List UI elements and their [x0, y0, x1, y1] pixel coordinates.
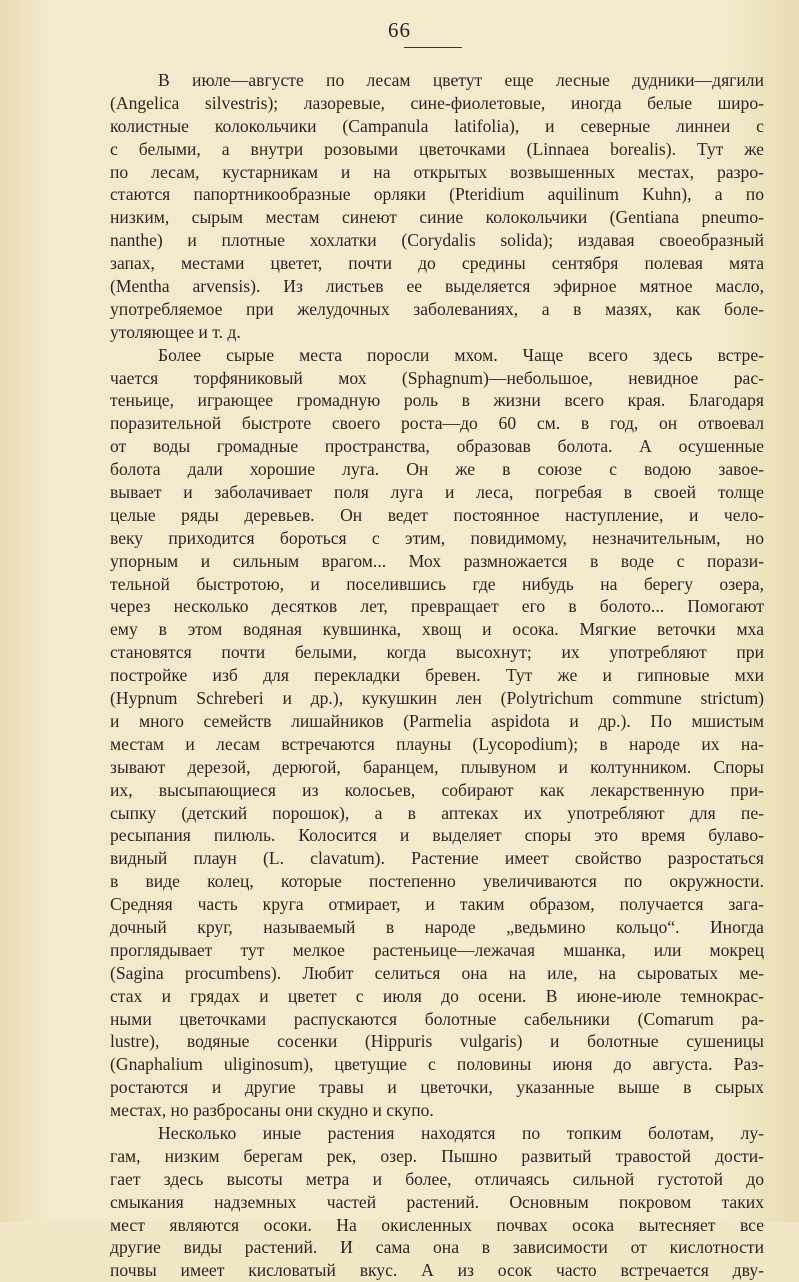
text-line: Средняя часть круга отмирает, и таким образом, получается зага- [110, 894, 764, 915]
text-line: веку приходится бороться с этим, повидимому, незначительным, но [110, 527, 764, 548]
text-line: (Mentha arvensis). Из листьев ее выделяется эфирное мятное масло, [110, 276, 764, 297]
text-line: от воды громадные пространства, образовав болота. А осушенные [110, 436, 764, 457]
text-line: другие виды растений. И сама она в зависимости от кислотности [110, 1237, 764, 1258]
text-line: употребляемое при желудочных заболеваниях, а в мазях, как боле- [110, 298, 764, 319]
body-text [110, 69, 764, 1282]
text-line: смыкания надземных частей растений. Основным покровом таких [110, 1191, 764, 1212]
text-line: (Angelica silvestris); лазоревые, сине-фиолетовые, иногда белые широ- [110, 92, 764, 113]
text-line: чается торфяниковый мох (Sphagnum)—небольшое, невидное рас- [110, 367, 764, 388]
text-line: почвы имеет кисловатый вкус. А из осок часто встречается дву- [110, 1260, 764, 1281]
text-line: сыпку (детский порошок), а в аптеках их употребляют для пе- [110, 802, 764, 823]
text-line: целые ряды деревьев. Он ведет постоянное наступление, и чело- [110, 504, 764, 525]
text-line: (Gnaphalium uliginosum), цветущие с половины июня до августа. Раз- [110, 1054, 764, 1075]
text-line: Более сырые места поросли мхом. Чаще всего здесь встре- [158, 344, 764, 365]
text-line: в виде колец, которые постепенно увеличиваются по окружности. [110, 871, 764, 892]
text-line: постройке изб для перекладки бревен. Тут же и гипновые мхи [110, 665, 764, 686]
text-line: тельной быстротою, и поселившись где нибудь на берегу озера, [110, 573, 764, 594]
text-line: В июле—августе по лесам цветут еще лесные дудники—дягили [158, 70, 764, 90]
text-line: мест являются осоки. На окисленных почвах осока вытесняет все [110, 1214, 764, 1235]
text-line: теньице, играющее громадную роль в жизни всего края. Благодаря [110, 390, 764, 411]
text-line: их, высыпающиеся из колосьев, собирают как лекарственную при- [110, 779, 764, 800]
text-line: с белыми, а внутри розовыми цветочками (Linnaea borealis). Тут же [110, 138, 764, 159]
page-number: 66 [388, 18, 411, 42]
text-line: ными цветочками распускаются болотные сабельники (Comarum pa- [110, 1008, 764, 1029]
page-number-rule [404, 47, 462, 48]
text-line: низким, сырым местам синеют синие колокольчики (Gentiana pneumo- [110, 207, 764, 228]
text-line: (Hypnum Schreberi и др.), кукушкин лен (Polytrichum commune strictum) [110, 688, 764, 709]
text-line: болота дали хорошие луга. Он же в союзе с водою завое- [110, 459, 764, 480]
text-line: lustre), водяные сосенки (Hippuris vulgaris) и болотные сушеницы [110, 1031, 764, 1052]
text-line: утоляющее и т. д. [110, 321, 241, 342]
text-line: гам, низким берегам рек, озер. Пышно развитый травостой дости- [110, 1145, 764, 1166]
text-line: ростаются и другие травы и цветочки, указанные выше в сырых [110, 1077, 764, 1098]
text-line: дочный круг, называемый в народе „ведьмино кольцо“. Иногда [110, 916, 764, 937]
text-line: проглядывает тут мелкое растеньице—лежачая мшанка, или мокрец [110, 939, 764, 960]
text-line: гает здесь высоты метра и более, отличаясь сильной густотой до [110, 1168, 764, 1189]
text-line: вывает и заболачивает поля луга и леса, погребая в своей толще [110, 482, 764, 503]
text-line: упорным и сильным врагом... Мох размножается в воде с порази- [110, 550, 764, 571]
text-line: поразительной быстроте своего роста—до 60 см. в год, он отвоевал [110, 413, 764, 434]
text-line: зывают дерезой, дерюгой, баранцем, плывуном и колтунником. Споры [110, 756, 764, 777]
text-line: ресыпания пилюль. Колосится и выделяет споры это время булаво- [110, 825, 764, 846]
text-line: становятся почти белыми, когда высохнут; их употребляют при [110, 642, 764, 663]
text-line: Несколько иные растения находятся по топким болотам, лу- [158, 1122, 764, 1143]
text-line: колистные колокольчики (Campanula latifolia), и северные линнеи с [110, 115, 764, 136]
text-line: местам и лесам встречаются плауны (Lycopodium); в народе их на- [110, 733, 764, 754]
text-line: nanthe) и плотные хохлатки (Corydalis solida); издавая своеобразный [110, 230, 764, 251]
text-line: стаются папортникообразные орляки (Pteridium aquilinum Kuhn), а по [110, 184, 764, 205]
text-line: местах, но разбросаны они скудно и скупо. [110, 1100, 434, 1121]
text-line: по лесам, кустарникам и на открытых возвышенных местах, разро- [110, 161, 764, 182]
text-line: видный плаун (L. clavatum). Растение имеет свойство разростаться [110, 848, 764, 869]
text-line: запах, местами цветет, почти до средины сентября полевая мята [110, 253, 764, 274]
text-line: (Sagina procumbens). Любит селиться она на иле, на сыроватых ме- [110, 962, 764, 983]
text-line: стах и грядах и цветет с июля до осени. В июне-июле темнокрас- [110, 985, 764, 1006]
text-line: и много семейств лишайников (Parmelia aspidota и др.). По мшистым [110, 710, 764, 731]
text-line: ему в этом водяная кувшинка, хвощ и осока. Мягкие веточки мха [110, 619, 764, 640]
text-line: через несколько десятков лет, превращает его в болото... Помогают [110, 596, 764, 617]
